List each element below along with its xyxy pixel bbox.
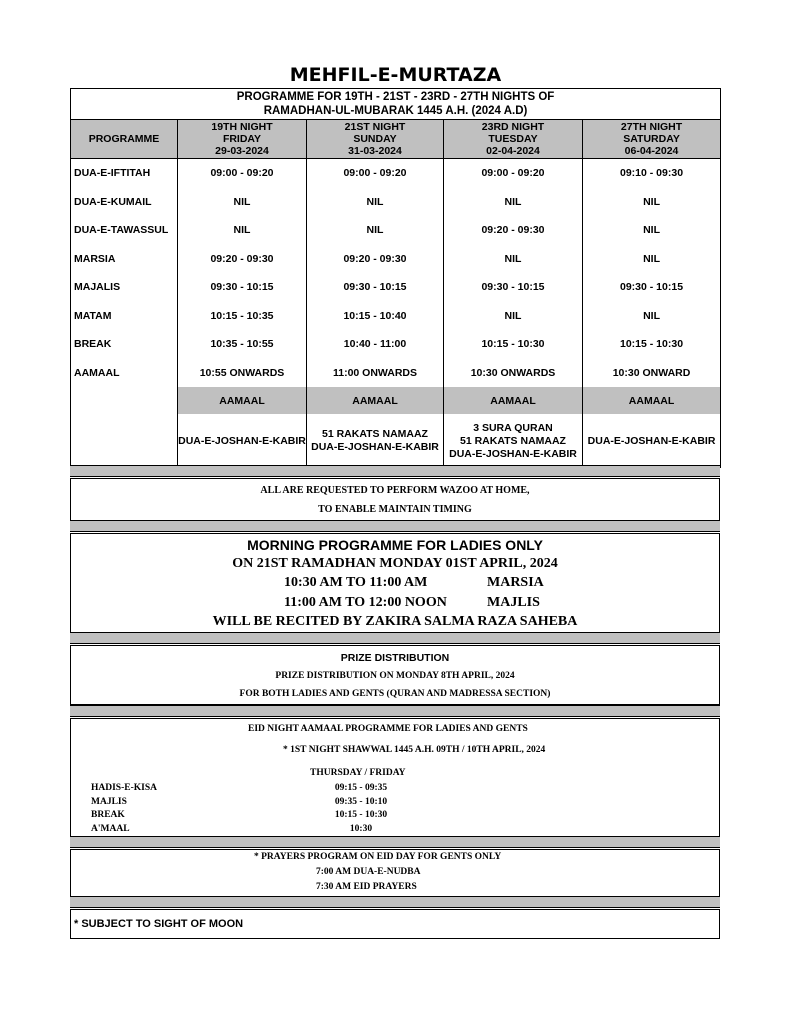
ladies-slot1-time: 10:30 AM TO 11:00 AM bbox=[284, 575, 428, 590]
eid-day-heading: * PRAYERS PROGRAM ON EID DAY FOR GENTS ONLY bbox=[254, 852, 502, 862]
aamaal-header: AAMAAL bbox=[307, 387, 444, 414]
ladies-reciter: WILL BE RECITED BY ZAKIRA SALMA RAZA SAHEBA bbox=[212, 614, 578, 629]
time-cell: NIL bbox=[444, 245, 583, 274]
time-cell: 10:15 - 10:30 bbox=[583, 330, 721, 359]
eid-night-box bbox=[70, 718, 720, 838]
time-cell: 10:30 ONWARD bbox=[583, 359, 721, 388]
time-cell: NIL bbox=[444, 302, 583, 331]
time-cell: 09:30 - 10:15 bbox=[444, 273, 583, 302]
programme-header-line2: RAMADHAN-UL-MUBARAK 1445 A.H. (2024 A.D) bbox=[263, 105, 528, 117]
time-cell: NIL bbox=[583, 245, 721, 274]
wazoo-notice-box bbox=[70, 478, 720, 522]
time-cell: 10:40 - 11:00 bbox=[307, 330, 444, 359]
aamaal-items-cell bbox=[583, 414, 721, 468]
aamaal-item: DUA-E-JOSHAN-E-KABIR bbox=[587, 434, 716, 447]
footnote: * SUBJECT TO SIGHT OF MOON bbox=[74, 918, 244, 930]
night-day: SUNDAY bbox=[353, 133, 397, 145]
programme-header-line1: PROGRAMME FOR 19TH - 21ST - 23RD - 27TH NIGHTS OF bbox=[236, 91, 555, 103]
night-date: 06-04-2024 bbox=[624, 145, 679, 157]
prize-line2: FOR BOTH LADIES AND GENTS (QURAN AND MADRESSA SECTION) bbox=[239, 689, 551, 699]
time-cell: NIL bbox=[583, 302, 721, 331]
time-cell: 10:35 - 10:55 bbox=[178, 330, 307, 359]
eid-item-time: 10:15 - 10:30 bbox=[334, 810, 388, 820]
aamaal-header-spacer bbox=[71, 387, 178, 414]
ladies-slot1-event: MARSIA bbox=[487, 575, 544, 590]
eid-night-days: THURSDAY / FRIDAY bbox=[310, 768, 406, 778]
schedule-row bbox=[71, 359, 721, 388]
prize-line1: PRIZE DISTRIBUTION ON MONDAY 8TH APRIL, 2024 bbox=[275, 671, 515, 681]
row-label: MAJALIS bbox=[71, 273, 178, 302]
eid-day-line2: 7:30 AM EID PRAYERS bbox=[316, 882, 417, 892]
time-cell: NIL bbox=[178, 188, 307, 217]
eid-night-labels bbox=[91, 782, 157, 836]
row-label: DUA-E-KUMAIL bbox=[71, 188, 178, 217]
page-title: MEHFIL-E-MURTAZA bbox=[289, 64, 502, 86]
aamaal-item: DUA-E-JOSHAN-E-KABIR bbox=[178, 434, 306, 447]
eid-day-line1: 7:00 AM DUA-E-NUDBA bbox=[316, 867, 421, 877]
schedule-row bbox=[71, 159, 721, 188]
aamaal-items-cell bbox=[444, 414, 583, 468]
time-cell: 10:15 - 10:40 bbox=[307, 302, 444, 331]
time-cell: 09:10 - 09:30 bbox=[583, 159, 721, 188]
eid-item-label: HADIS-E-KISA bbox=[91, 783, 157, 793]
night-date: 02-04-2024 bbox=[486, 145, 540, 157]
separator-bar bbox=[70, 896, 720, 908]
night-title: 27TH NIGHT bbox=[620, 121, 683, 133]
aamaal-header: AAMAAL bbox=[444, 387, 583, 414]
time-cell: 10:15 - 10:30 bbox=[444, 330, 583, 359]
time-cell: 09:20 - 09:30 bbox=[444, 216, 583, 245]
schedule-row bbox=[71, 273, 721, 302]
ladies-slot2-event: MAJLIS bbox=[487, 595, 540, 610]
time-cell: 10:30 ONWARDS bbox=[444, 359, 583, 388]
time-cell: 09:30 - 10:15 bbox=[583, 273, 721, 302]
schedule-table bbox=[70, 88, 721, 468]
eid-item-label: BREAK bbox=[91, 810, 125, 820]
column-header-row bbox=[71, 120, 721, 159]
night-date: 29-03-2024 bbox=[215, 145, 269, 157]
aamaal-item: DUA-E-JOSHAN-E-KABIR bbox=[311, 441, 439, 453]
eid-day-box bbox=[70, 849, 720, 897]
time-cell: 09:00 - 09:20 bbox=[307, 159, 444, 188]
night-date: 31-03-2024 bbox=[348, 145, 402, 157]
separator-bar bbox=[70, 465, 720, 477]
time-cell: NIL bbox=[444, 188, 583, 217]
time-cell: 09:00 - 09:20 bbox=[178, 159, 307, 188]
eid-item-time: 09:35 - 10:10 bbox=[334, 796, 388, 807]
programme-column-header: PROGRAMME bbox=[71, 120, 178, 159]
night-title: 23RD NIGHT bbox=[481, 121, 545, 133]
prize-heading: PRIZE DISTRIBUTION bbox=[340, 652, 450, 664]
time-cell: 09:30 - 10:15 bbox=[307, 273, 444, 302]
time-cell: 09:20 - 09:30 bbox=[307, 245, 444, 274]
time-cell: 09:00 - 09:20 bbox=[444, 159, 583, 188]
programme-header-row bbox=[71, 89, 721, 120]
wazoo-line2: TO ENABLE MAINTAIN TIMING bbox=[318, 504, 472, 515]
ladies-heading: MORNING PROGRAMME FOR LADIES ONLY bbox=[247, 537, 543, 553]
ladies-programme-box bbox=[70, 533, 720, 633]
time-cell: 11:00 ONWARDS bbox=[307, 359, 444, 388]
time-cell: NIL bbox=[307, 188, 444, 217]
ladies-slot2-time: 11:00 AM TO 12:00 NOON bbox=[284, 595, 447, 610]
aamaal-items-spacer bbox=[71, 414, 178, 468]
row-label: MARSIA bbox=[71, 245, 178, 274]
footnote-box bbox=[70, 909, 720, 939]
time-cell: 10:15 - 10:35 bbox=[178, 302, 307, 331]
schedule-row bbox=[71, 302, 721, 331]
time-cell: NIL bbox=[178, 216, 307, 245]
programme-header bbox=[71, 89, 721, 120]
time-cell: 09:30 - 10:15 bbox=[178, 273, 307, 302]
time-cell: 10:55 ONWARDS bbox=[178, 359, 307, 388]
aamaal-items-row bbox=[71, 414, 721, 468]
aamaal-header: AAMAAL bbox=[583, 387, 721, 414]
time-cell: NIL bbox=[583, 188, 721, 217]
aamaal-items-cell bbox=[178, 414, 307, 468]
eid-item-label: A'MAAL bbox=[91, 823, 130, 834]
night-column-header bbox=[583, 120, 721, 159]
night-title: 19TH NIGHT bbox=[211, 121, 273, 133]
separator-bar bbox=[70, 705, 720, 717]
wazoo-line1: ALL ARE REQUESTED TO PERFORM WAZOO AT HOME, bbox=[260, 485, 530, 496]
night-title: 21ST NIGHT bbox=[344, 121, 406, 133]
night-column-header bbox=[444, 120, 583, 159]
eid-night-times bbox=[331, 782, 391, 836]
time-cell: 09:20 - 09:30 bbox=[178, 245, 307, 274]
schedule-row bbox=[71, 216, 721, 245]
aamaal-header: AAMAAL bbox=[178, 387, 307, 414]
eid-item-time: 10:30 bbox=[349, 823, 373, 834]
separator-bar bbox=[70, 632, 720, 644]
row-label: MATAM bbox=[71, 302, 178, 331]
night-column-header bbox=[178, 120, 307, 159]
night-column-header bbox=[307, 120, 444, 159]
schedule-row bbox=[71, 188, 721, 217]
aamaal-item: 51 RAKATS NAMAAZ bbox=[460, 434, 566, 447]
night-day: FRIDAY bbox=[222, 133, 262, 145]
ladies-date-line: ON 21ST RAMADHAN MONDAY 01ST APRIL, 2024 bbox=[232, 556, 558, 571]
separator-bar bbox=[70, 520, 720, 532]
eid-night-date: * 1ST NIGHT SHAWWAL 1445 A.H. 09TH / 10TH APRIL, 2024 bbox=[283, 745, 546, 755]
separator-bar bbox=[70, 836, 720, 848]
schedule-row bbox=[71, 245, 721, 274]
eid-item-label: MAJLIS bbox=[91, 796, 127, 807]
time-cell: NIL bbox=[583, 216, 721, 245]
eid-night-heading: EID NIGHT AAMAAL PROGRAMME FOR LADIES AND GENTS bbox=[248, 724, 528, 734]
aamaal-header-row bbox=[71, 387, 721, 414]
row-label: DUA-E-IFTITAH bbox=[71, 159, 178, 188]
eid-item-time: 09:15 - 09:35 bbox=[334, 783, 388, 793]
schedule-row bbox=[71, 330, 721, 359]
row-label: DUA-E-TAWASSUL bbox=[71, 216, 178, 245]
prize-box bbox=[70, 645, 720, 705]
aamaal-item: 3 SURA QURAN bbox=[473, 421, 553, 434]
aamaal-item: DUA-E-JOSHAN-E-KABIR bbox=[449, 447, 577, 460]
night-day: TUESDAY bbox=[488, 133, 538, 145]
night-day: SATURDAY bbox=[623, 133, 680, 145]
aamaal-item: 51 RAKATS NAMAAZ bbox=[322, 428, 428, 440]
row-label: BREAK bbox=[71, 330, 178, 359]
aamaal-items-cell bbox=[307, 414, 444, 468]
row-label: AAMAAL bbox=[71, 359, 178, 388]
time-cell: NIL bbox=[307, 216, 444, 245]
